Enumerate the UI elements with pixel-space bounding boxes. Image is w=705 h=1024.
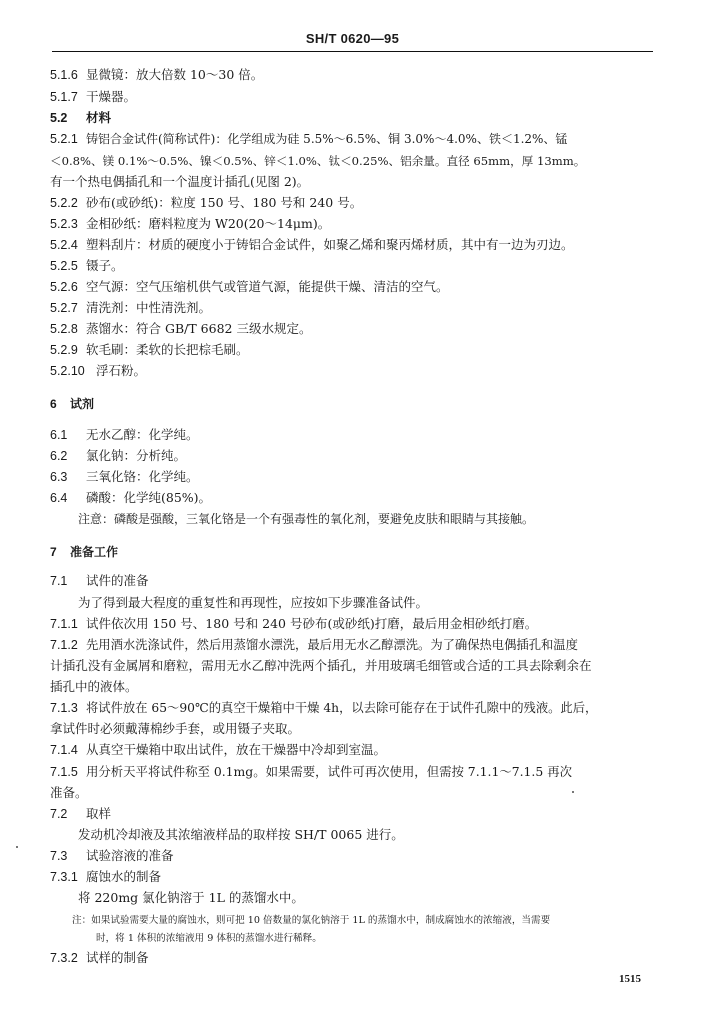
clause-7-1-intro xyxy=(50,595,655,611)
clause-text: 将试件放在 65～90℃的真空干燥箱中干燥 4h，以去除可能存在于试件孔隙中的残液。此后， xyxy=(86,701,598,715)
section-title: 试剂 xyxy=(70,397,95,411)
clause-7-1-2 xyxy=(50,637,655,653)
clause-number: 7.1.5 xyxy=(50,765,78,779)
clause-7-1-5 xyxy=(50,764,655,780)
note-cont xyxy=(96,930,655,947)
clause-number: 5.2.5 xyxy=(50,259,78,273)
clause-heading: 试样的制备 xyxy=(86,950,149,965)
clause-text: 无水乙醇：化学纯。 xyxy=(86,427,199,442)
clause-number: 7.1.1 xyxy=(50,617,78,631)
clause-5-2-7 xyxy=(50,300,655,316)
clause-number: 6.1 xyxy=(50,428,68,442)
clause-number: 5.2.2 xyxy=(50,196,78,210)
section-title: 准备工作 xyxy=(70,545,119,559)
clause-6-2 xyxy=(50,448,655,464)
clause-text: 三氧化铬：化学纯。 xyxy=(86,469,199,484)
clause-5-2-9 xyxy=(50,342,655,358)
note-text: 注：如果试验需要大量的腐蚀水，则可把 10 倍数量的氯化钠溶于 1L 的蒸馏水中，制成腐蚀水的浓缩液，当需要 xyxy=(72,915,551,926)
clause-text: 软毛刷：柔软的长把棕毛刷。 xyxy=(86,342,249,357)
clause-text: 磷酸：化学纯(85%)。 xyxy=(86,490,212,505)
clause-text: ＜0.8%、镁 0.1%～0.5%、镍＜0.5%、锌＜1.0%、钛＜0.25%、铝余量。直径 65mm，厚 13mm。 xyxy=(50,154,586,168)
clause-number: 6.3 xyxy=(50,470,68,484)
clause-number: 5.2.9 xyxy=(50,343,78,357)
clause-text: 先用酒水洗涤试件，然后用蒸馏水漂洗，最后用无水乙醇漂洗。为了确保热电偶插孔和温度 xyxy=(86,638,578,652)
clause-text: 浮石粉。 xyxy=(96,363,147,378)
clause-number: 7.3.1 xyxy=(50,870,78,884)
clause-6-1 xyxy=(50,427,655,443)
clause-5-2 xyxy=(50,110,655,126)
clause-7-1-4 xyxy=(50,742,655,758)
clause-text: 砂布(或砂纸)：粒度 150 号、180 号和 240 号。 xyxy=(86,195,363,210)
page-number: 1515 xyxy=(619,973,641,985)
clause-5-2-3 xyxy=(50,216,655,232)
section-number: 6 xyxy=(50,397,57,411)
section-7-heading xyxy=(50,544,655,560)
clause-heading: 材料 xyxy=(86,110,112,125)
clause-7-1-2-cont xyxy=(50,679,655,695)
clause-5-2-6 xyxy=(50,279,655,295)
clause-5-2-1-cont xyxy=(50,153,655,169)
clause-number: 5.2.6 xyxy=(50,280,78,294)
clause-7-1 xyxy=(50,573,655,589)
clause-number: 5.2.8 xyxy=(50,322,78,336)
clause-number: 7.2 xyxy=(50,807,68,821)
clause-text: 拿试件时必须戴薄棉纱手套，或用镊子夹取。 xyxy=(50,721,301,736)
clause-text: 干燥器。 xyxy=(86,89,137,104)
clause-number: 5.2.4 xyxy=(50,238,78,252)
clause-number: 5.1.6 xyxy=(50,68,78,82)
clause-text: 塑料刮片：材质的硬度小于铸铝合金试件，如聚乙烯和聚丙烯材质，其中有一边为刃边。 xyxy=(86,237,574,252)
warning-text: 注意：磷酸是强酸，三氧化铬是一个有强毒性的氧化剂，要避免皮肤和眼睛与其接触。 xyxy=(78,512,535,526)
clause-6-3 xyxy=(50,469,655,485)
clause-text: 将 220mg 氯化钠溶于 1L 的蒸馏水中。 xyxy=(78,890,304,905)
clause-text: 试件依次用 150 号、180 号和 240 号砂布(或砂纸)打磨，最后用金相砂纸打磨。 xyxy=(86,616,538,631)
clause-5-2-1-cont xyxy=(50,174,655,190)
clause-number: 6.2 xyxy=(50,449,68,463)
clause-7-3-1-text xyxy=(50,890,655,906)
clause-7-1-2-cont xyxy=(50,658,655,674)
clause-text: 蒸馏水：符合 GB/T 6682 三级水规定。 xyxy=(86,321,312,336)
safety-warning xyxy=(50,511,655,527)
clause-5-1-7 xyxy=(50,89,655,105)
clause-7-1-3 xyxy=(50,700,655,716)
clause-number: 6.4 xyxy=(50,491,68,505)
note xyxy=(72,912,655,929)
clause-5-2-1 xyxy=(50,131,655,147)
scan-speck xyxy=(16,846,18,848)
clause-5-2-8 xyxy=(50,321,655,337)
clause-text: 为了得到最大程度的重复性和再现性，应按如下步骤准备试件。 xyxy=(78,595,429,610)
clause-number: 5.2.1 xyxy=(50,132,78,146)
clause-text: 氯化钠：分析纯。 xyxy=(86,448,187,463)
clause-7-1-5-cont xyxy=(50,785,655,801)
clause-text: 用分析天平将试件称至 0.1mg。如果需要，试件可再次使用，但需按 7.1.1～7.1.5 再次 xyxy=(86,764,572,779)
clause-7-3 xyxy=(50,848,655,864)
clause-heading: 腐蚀水的制备 xyxy=(86,869,162,884)
clause-7-1-3-cont xyxy=(50,721,655,737)
clause-text: 金相砂纸：磨料粒度为 W20(20～14μm)。 xyxy=(86,216,331,231)
clause-number: 7.1.3 xyxy=(50,701,78,715)
clause-text: 插孔中的液体。 xyxy=(50,679,138,694)
clause-7-2-text xyxy=(50,827,655,843)
clause-number: 5.2.7 xyxy=(50,301,78,315)
clause-text: 准备。 xyxy=(50,785,88,800)
standard-code: SH/T 0620—95 xyxy=(305,31,400,46)
clause-7-1-1 xyxy=(50,616,655,632)
section-6-heading xyxy=(50,396,655,412)
clause-7-3-2 xyxy=(50,950,655,966)
clause-6-4 xyxy=(50,490,655,506)
note-text: 时，将 1 体积的浓缩液用 9 体积的蒸馏水进行稀释。 xyxy=(96,933,322,944)
clause-number: 7.3.2 xyxy=(50,951,78,965)
clause-number: 5.2 xyxy=(50,111,68,125)
clause-heading: 试件的准备 xyxy=(86,573,149,588)
clause-number: 7.1 xyxy=(50,574,68,588)
clause-number: 7.1.2 xyxy=(50,638,78,652)
clause-number: 5.1.7 xyxy=(50,90,78,104)
clause-text: 镊子。 xyxy=(86,258,124,273)
scan-speck xyxy=(572,791,574,793)
section-number: 7 xyxy=(50,545,57,559)
clause-5-2-4 xyxy=(50,237,655,253)
clause-5-1-6 xyxy=(50,67,655,83)
clause-heading: 取样 xyxy=(86,806,112,821)
clause-5-2-2 xyxy=(50,195,655,211)
clause-7-3-1 xyxy=(50,869,655,885)
clause-text: 计插孔没有金属屑和磨粒，需用无水乙醇冲洗两个插孔，并用玻璃毛细管或合适的工具去除剩余在 xyxy=(50,658,592,673)
clause-number: 7.1.4 xyxy=(50,743,78,757)
clause-text: 清洗剂：中性清洗剂。 xyxy=(86,300,212,315)
clause-number: 5.2.10 xyxy=(50,364,85,378)
clause-text: 从真空干燥箱中取出试件，放在干燥器中冷却到室温。 xyxy=(86,742,387,757)
clause-number: 5.2.3 xyxy=(50,217,78,231)
clause-text: 显微镜：放大倍数 10～30 倍。 xyxy=(86,67,264,82)
clause-number: 7.3 xyxy=(50,849,68,863)
clause-5-2-5 xyxy=(50,258,655,274)
clause-text: 空气源：空气压缩机供气或管道气源，能提供干燥、清洁的空气。 xyxy=(86,279,449,294)
clause-heading: 试验溶液的准备 xyxy=(86,848,174,863)
clause-7-2 xyxy=(50,806,655,822)
header-rule xyxy=(52,51,653,52)
clause-5-2-10 xyxy=(50,363,655,379)
clause-text: 铸铝合金试件(简称试件)：化学组成为硅 5.5%～6.5%、铜 3.0%～4.0%、铁＜1.2%、锰 xyxy=(86,132,568,146)
clause-text: 有一个热电偶插孔和一个温度计插孔(见图 2)。 xyxy=(50,174,310,189)
clause-text: 发动机冷却液及其浓缩液样品的取样按 SH/T 0065 进行。 xyxy=(78,827,404,842)
